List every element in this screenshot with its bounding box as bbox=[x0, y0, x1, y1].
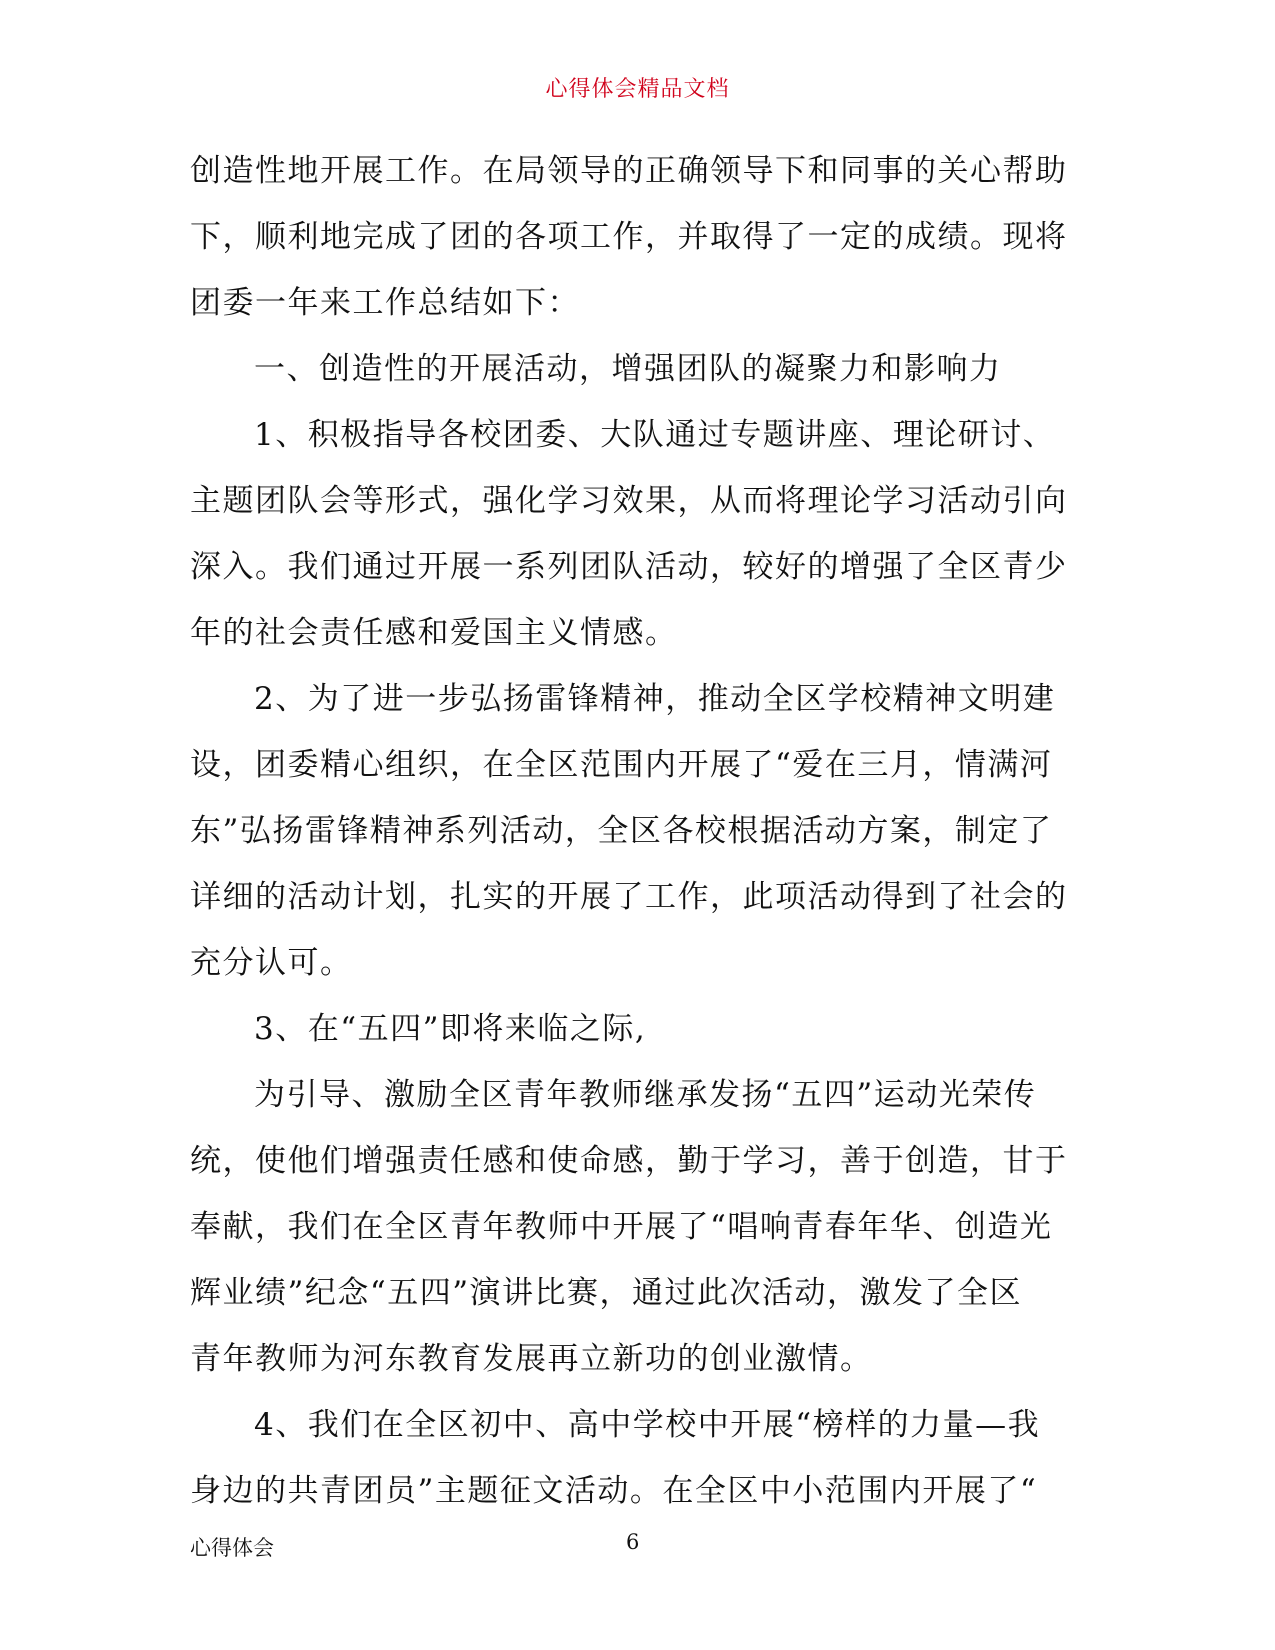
document-header-title: 心得体会精品文档 bbox=[545, 77, 730, 102]
body-text-line: 详细的活动计划，扎实的开展了工作，此项活动得到了社会的 bbox=[190, 879, 1068, 915]
body-text-line: 1、积极指导各校团委、大队通过专题讲座、理论研讨、 bbox=[254, 417, 1056, 453]
body-text-line: 为引导、激励全区青年教师继承发扬“五四”运动光荣传 bbox=[254, 1077, 1037, 1113]
body-text-line: 充分认可。 bbox=[190, 945, 353, 981]
body-text-line: 深入。我们通过开展一系列团队活动，较好的增强了全区青少 bbox=[190, 549, 1068, 585]
body-text-line: 主题团队会等形式，强化学习效果，从而将理论学习活动引向 bbox=[190, 483, 1068, 519]
body-text-line: 团委一年来工作总结如下： bbox=[190, 285, 580, 321]
body-text-line: 年的社会责任感和爱国主义情感。 bbox=[190, 615, 678, 651]
body-text-line: 4、我们在全区初中、高中学校中开展“榜样的力量—我 bbox=[254, 1407, 1041, 1443]
document-body bbox=[190, 138, 1090, 1524]
body-text-line: 一、创造性的开展活动，增强团队的凝聚力和影响力 bbox=[254, 351, 1002, 387]
page-number: 6 bbox=[626, 1530, 640, 1554]
body-text-line: 3、在“五四”即将来临之际, bbox=[254, 1011, 647, 1047]
footer-label: 心得体会 bbox=[190, 1536, 274, 1560]
body-text-line: 东”弘扬雷锋精神系列活动，全区各校根据活动方案，制定了 bbox=[190, 813, 1053, 849]
body-text-line: 辉业绩”纪念“五四”演讲比赛，通过此次活动，激发了全区 bbox=[190, 1275, 1023, 1311]
body-text-line: 创造性地开展工作。在局领导的正确领导下和同事的关心帮助 bbox=[190, 153, 1068, 189]
body-text-line: 统，使他们增强责任感和使命感，勤于学习，善于创造，甘于 bbox=[190, 1143, 1068, 1179]
body-text-line: 身边的共青团员”主题征文活动。在全区中小范围内开展了“ bbox=[190, 1473, 1038, 1509]
body-text-line: 2、为了进一步弘扬雷锋精神，推动全区学校精神文明建 bbox=[254, 681, 1056, 717]
body-text-line: 下，顺利地完成了团的各项工作，并取得了一定的成绩。现将 bbox=[190, 219, 1068, 255]
body-text-line: 奉献，我们在全区青年教师中开展了“唱响青春年华、创造光 bbox=[190, 1209, 1053, 1245]
body-text-line: 青年教师为河东教育发展再立新功的创业激情。 bbox=[190, 1341, 873, 1377]
body-text-line: 设，团委精心组织，在全区范围内开展了“爱在三月，情满河 bbox=[190, 747, 1053, 783]
